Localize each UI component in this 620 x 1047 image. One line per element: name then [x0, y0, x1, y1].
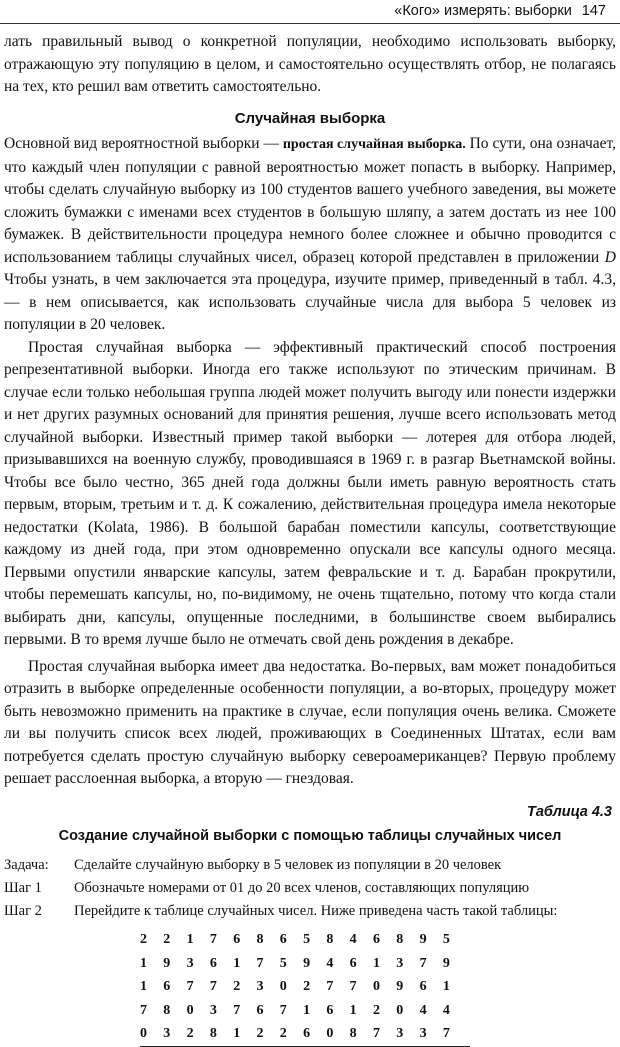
random-numbers-row: [140, 976, 466, 1000]
term-simple-random-sample: простая случайная выборка.: [282, 137, 466, 152]
random-numbers-row: [140, 1023, 466, 1047]
random-digit: 6: [233, 932, 241, 947]
random-digit: 5: [279, 955, 287, 971]
random-digit: 1: [186, 932, 194, 947]
random-digit: 7: [326, 979, 334, 994]
paragraph-2: Простая случайная выборка — эффективный практический способ построения репрезентативной выборки. Иногда его также используют по этическим причинам. В случае если только небольшая группа людей может получить выгоду или понести издержки и нет других разумных оснований для принятия решения, лучше всего использовать метод случайной выборки. Известный пример такой выборки — лотерея для отбора людей, призывавшихся на военную службу, проводившаяся в 1969 г. в разгар Вьетнамской войны. Чтобы все было честно, 365 дней года должны были иметь равную вероятность стать первым, вторым, третьим и т. д. К сожалению, действительная процедура имела некоторые недостатки (Kolata, 1986). В большой барабан поместили капсулы, соответствующие каждому из дней года, при этом одновременно опускали все капсулы одного месяца. Первыми опустили январские капсулы, затем февральские и т. д. Барабан прокрутили, чтобы перемешать капсулы, но, по-видимому, не очень тщательно, потому что когда стали выбирать дни, капсулы, опущенные последними, в большинстве своем выбирались первыми. В то время лучше было не отмечать свой день рождения в декабре.: [4, 338, 616, 648]
random-digit: 2: [256, 1026, 264, 1041]
random-digit: 1: [140, 955, 147, 971]
random-digit: 2: [372, 1002, 380, 1018]
random-digit: 6: [279, 932, 287, 947]
random-digit: 6: [419, 979, 427, 994]
appendix-letter: D: [604, 248, 616, 266]
random-digit: 7: [140, 1002, 147, 1018]
random-digit: 0: [372, 979, 380, 994]
random-digit: 4: [442, 1002, 450, 1018]
random-digit: 9: [163, 955, 171, 971]
random-digit: 3: [186, 955, 194, 971]
section-title: Случайная выборка: [234, 109, 386, 127]
running-title: «Кого» измерять: выборки: [394, 3, 572, 19]
step-label: Шаг 1: [4, 879, 42, 896]
random-digit: 5: [303, 932, 311, 947]
step-text: Сделайте случайную выборку в 5 человек из популяции в 20 человек: [74, 856, 502, 873]
random-numbers-body: [140, 929, 466, 1047]
paragraph-continued: лать правильный вывод о конкретной популяции, необходимо использовать выборку, отражающую эту популяцию в целом, и самостоятельно осуществлять отбор, не полагаясь на тех, кто решил вам ответить самостоятельно.: [4, 33, 616, 95]
random-digit: 7: [419, 955, 427, 971]
p1-text-a: Основной вид вероятностной выборки —: [4, 135, 283, 152]
random-digit: 7: [209, 932, 217, 947]
random-digit: 3: [256, 979, 264, 994]
random-digit: 9: [303, 955, 311, 971]
random-digit: 7: [372, 1026, 380, 1041]
random-digit: 8: [396, 932, 404, 947]
random-digit: 7: [279, 1002, 287, 1018]
random-digit: 9: [396, 979, 404, 994]
random-digit: 1: [233, 955, 241, 971]
random-digit: 3: [209, 1002, 217, 1018]
random-digit: 6: [372, 932, 380, 947]
step-text: Перейдите к таблице случайных чисел. Ниже приведена часть такой таблицы:: [74, 902, 558, 919]
step-row: [4, 900, 616, 923]
header-rule: [0, 23, 620, 24]
random-digit: 0: [396, 1002, 404, 1018]
random-digit: 2: [279, 1026, 287, 1041]
random-digit: 7: [209, 979, 217, 994]
random-digit: 8: [349, 1026, 357, 1041]
random-digit: 9: [442, 955, 450, 971]
random-digit: 5: [442, 932, 450, 947]
random-digit: 0: [140, 1026, 147, 1041]
running-head: [376, 3, 606, 19]
random-digit: 4: [419, 1002, 427, 1018]
random-digit: 3: [396, 955, 404, 971]
random-digit: 6: [326, 1002, 334, 1018]
p1-text-b: По сути, она означает, что каждый член популяции с равной вероятностью может попасть в выборку. Например, чтобы сделать случайную выборку из 100 студентов вашего учебного заведения, вы можете сложить бумажки с именами всех студентов в большую шляпу, а затем достать из нее 100 бумажек. В действительности процедура немного более сложнее и обычно проводится с использованием таблицы случайных чисел, образец которой представлен в приложении: [4, 135, 616, 266]
random-digit: 2: [140, 932, 147, 947]
random-digit: 6: [256, 1002, 264, 1018]
random-digit: 2: [163, 932, 171, 947]
random-digit: 0: [326, 1026, 334, 1041]
page-body: [4, 31, 616, 1047]
random-digit: 8: [256, 932, 264, 947]
random-digit: 0: [186, 1002, 194, 1018]
random-digit: 7: [233, 1002, 241, 1018]
random-digit: 2: [186, 1026, 194, 1041]
table-title: Создание случайной выборки с помощью таблицы случайных чисел: [58, 828, 562, 844]
random-digit: 1: [303, 1002, 311, 1018]
random-digit: 6: [209, 955, 217, 971]
random-digit: 8: [326, 932, 334, 947]
random-digit: 1: [349, 1002, 357, 1018]
random-digit: 1: [372, 955, 380, 971]
random-digit: 9: [419, 932, 427, 947]
step-row: [4, 877, 616, 900]
random-digit: 4: [326, 955, 334, 971]
paragraph-3: Простая случайная выборка имеет два недостатка. Во-первых, вам может понадобиться отразить в выборке определенные особенности популяции, а во-вторых, процедуру может быть невозможно применить на практике в случае, если популяция очень велика. Сможете ли вы получить список всех людей, проживающих в Соединенных Штатах, если вам потребуется сделать простую случайную выборку североамериканцев? Первую проблему решает расслоенная выборка, а вторую — гнездовая.: [4, 657, 616, 787]
random-digit: 2: [233, 979, 241, 994]
random-digit: 1: [442, 979, 450, 994]
step-text: Обозначьте номерами от 01 до 20 всех членов, составляющих популяцию: [74, 879, 530, 896]
random-digit: 7: [349, 979, 357, 994]
random-digit: 6: [303, 1026, 311, 1041]
random-digit: 0: [279, 979, 287, 994]
random-digit: 4: [349, 932, 357, 947]
table-label: Таблица 4.3: [526, 803, 612, 820]
random-digit: 8: [163, 1002, 171, 1018]
paragraph-1: [4, 133, 616, 337]
random-digit: 3: [396, 1026, 404, 1041]
random-digit: 7: [256, 955, 264, 971]
random-numbers-row: [140, 999, 466, 1023]
random-numbers-row: [140, 952, 466, 976]
random-digit: 3: [163, 1026, 171, 1041]
random-digit: 6: [163, 979, 171, 994]
random-digit: 7: [186, 979, 194, 994]
p1-text-c: Чтобы узнать, в чем заключается эта процедура, изучите пример, приведенный в табл. 4.3, — в нем описывается, как использовать случайные числа для выбора 5 человек из популяции в 20 человек.: [4, 271, 616, 333]
step-label: Задача:: [4, 856, 49, 873]
random-digit: 7: [442, 1026, 450, 1041]
page-number: 147: [581, 3, 606, 19]
random-digit: 2: [303, 979, 311, 994]
random-digit: 3: [419, 1026, 427, 1041]
step-label: Шаг 2: [4, 902, 42, 919]
random-numbers-table: [140, 929, 466, 1047]
step-row: [4, 854, 616, 877]
random-digit: 1: [140, 979, 147, 994]
table-steps: [4, 854, 616, 923]
random-digit: 6: [349, 955, 357, 971]
random-digit: 1: [233, 1026, 241, 1041]
random-numbers-row: [140, 929, 466, 953]
random-digit: 8: [209, 1026, 217, 1041]
